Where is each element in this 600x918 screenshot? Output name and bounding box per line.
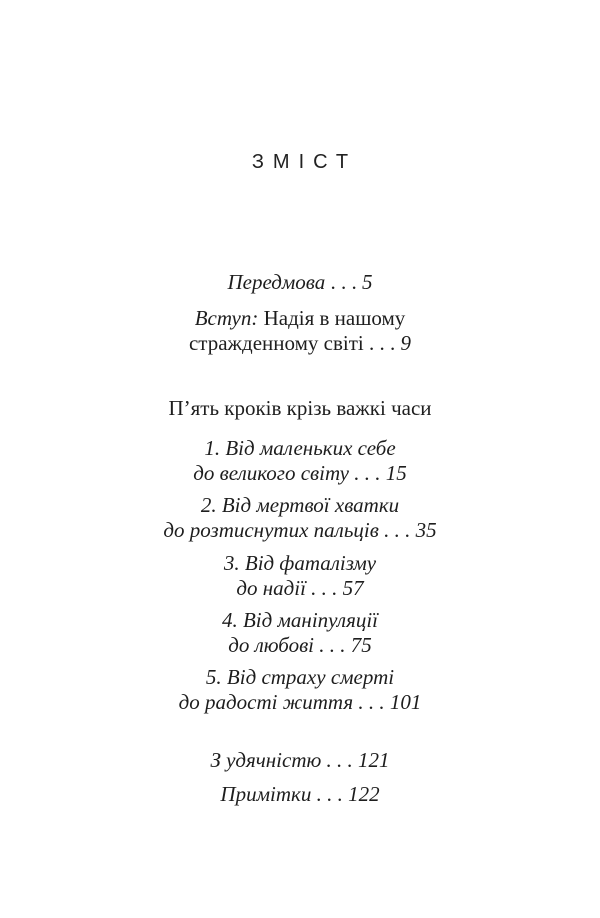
toc-chapter-title: 4. Від маніпуляції [221, 608, 379, 632]
toc-page-number: 121 [358, 748, 390, 772]
toc-chapter-title: 2. Від мертвої хватки [200, 493, 400, 517]
toc-page-number: 9 [400, 331, 412, 355]
toc-chapter-title: 5. Від страху смерті [205, 665, 395, 689]
toc-chapter-title-continued: до радості життя [178, 690, 354, 714]
toc-page-number: 101 [389, 690, 422, 714]
toc-chapter-title-continued: до надії [236, 576, 306, 600]
toc-entry-prefix: Вступ: [194, 306, 259, 330]
toc-entry-label: Передмова [227, 270, 326, 294]
toc-leader: . . . [354, 461, 381, 485]
toc-entry-acknowledgements[interactable] [0, 748, 600, 773]
toc-page-number: 75 [350, 633, 372, 657]
page-title: ЗМІСТ [251, 151, 358, 174]
toc-leader: . . . [358, 690, 385, 714]
toc-page-number: 15 [385, 461, 407, 485]
toc-entry-label-continued: стражденному світі [188, 331, 364, 355]
toc-page-number: 122 [348, 782, 380, 806]
toc-chapter-title-continued: до любові [228, 633, 315, 657]
toc-leader: . . . [316, 782, 343, 806]
toc-leader: . . . [330, 270, 357, 294]
toc-entry-label: З удячністю [210, 748, 322, 772]
toc-leader: . . . [311, 576, 338, 600]
toc-chapter-title-continued: до розтиснутих пальців [163, 518, 379, 542]
toc-page-number: 5 [362, 270, 373, 294]
toc-chapter-title-continued: до великого світу [193, 461, 349, 485]
toc-entry-label: Надія в нашому [263, 306, 406, 330]
toc-leader: . . . [369, 331, 396, 355]
toc-leader: . . . [326, 748, 353, 772]
toc-part-heading: П’ять кроків крізь важкі часи [168, 396, 432, 420]
toc-leader: . . . [319, 633, 346, 657]
toc-page-number: 57 [342, 576, 364, 600]
toc-entry-label: Примітки [220, 782, 312, 806]
toc-entry-notes[interactable] [0, 782, 600, 807]
toc-chapter-title: 1. Від маленьких себе [204, 436, 396, 460]
toc-chapter-title: 3. Від фаталізму [223, 551, 377, 575]
toc-page-number: 35 [415, 518, 437, 542]
toc-leader: . . . [384, 518, 411, 542]
toc-entry-foreword[interactable] [0, 270, 600, 295]
